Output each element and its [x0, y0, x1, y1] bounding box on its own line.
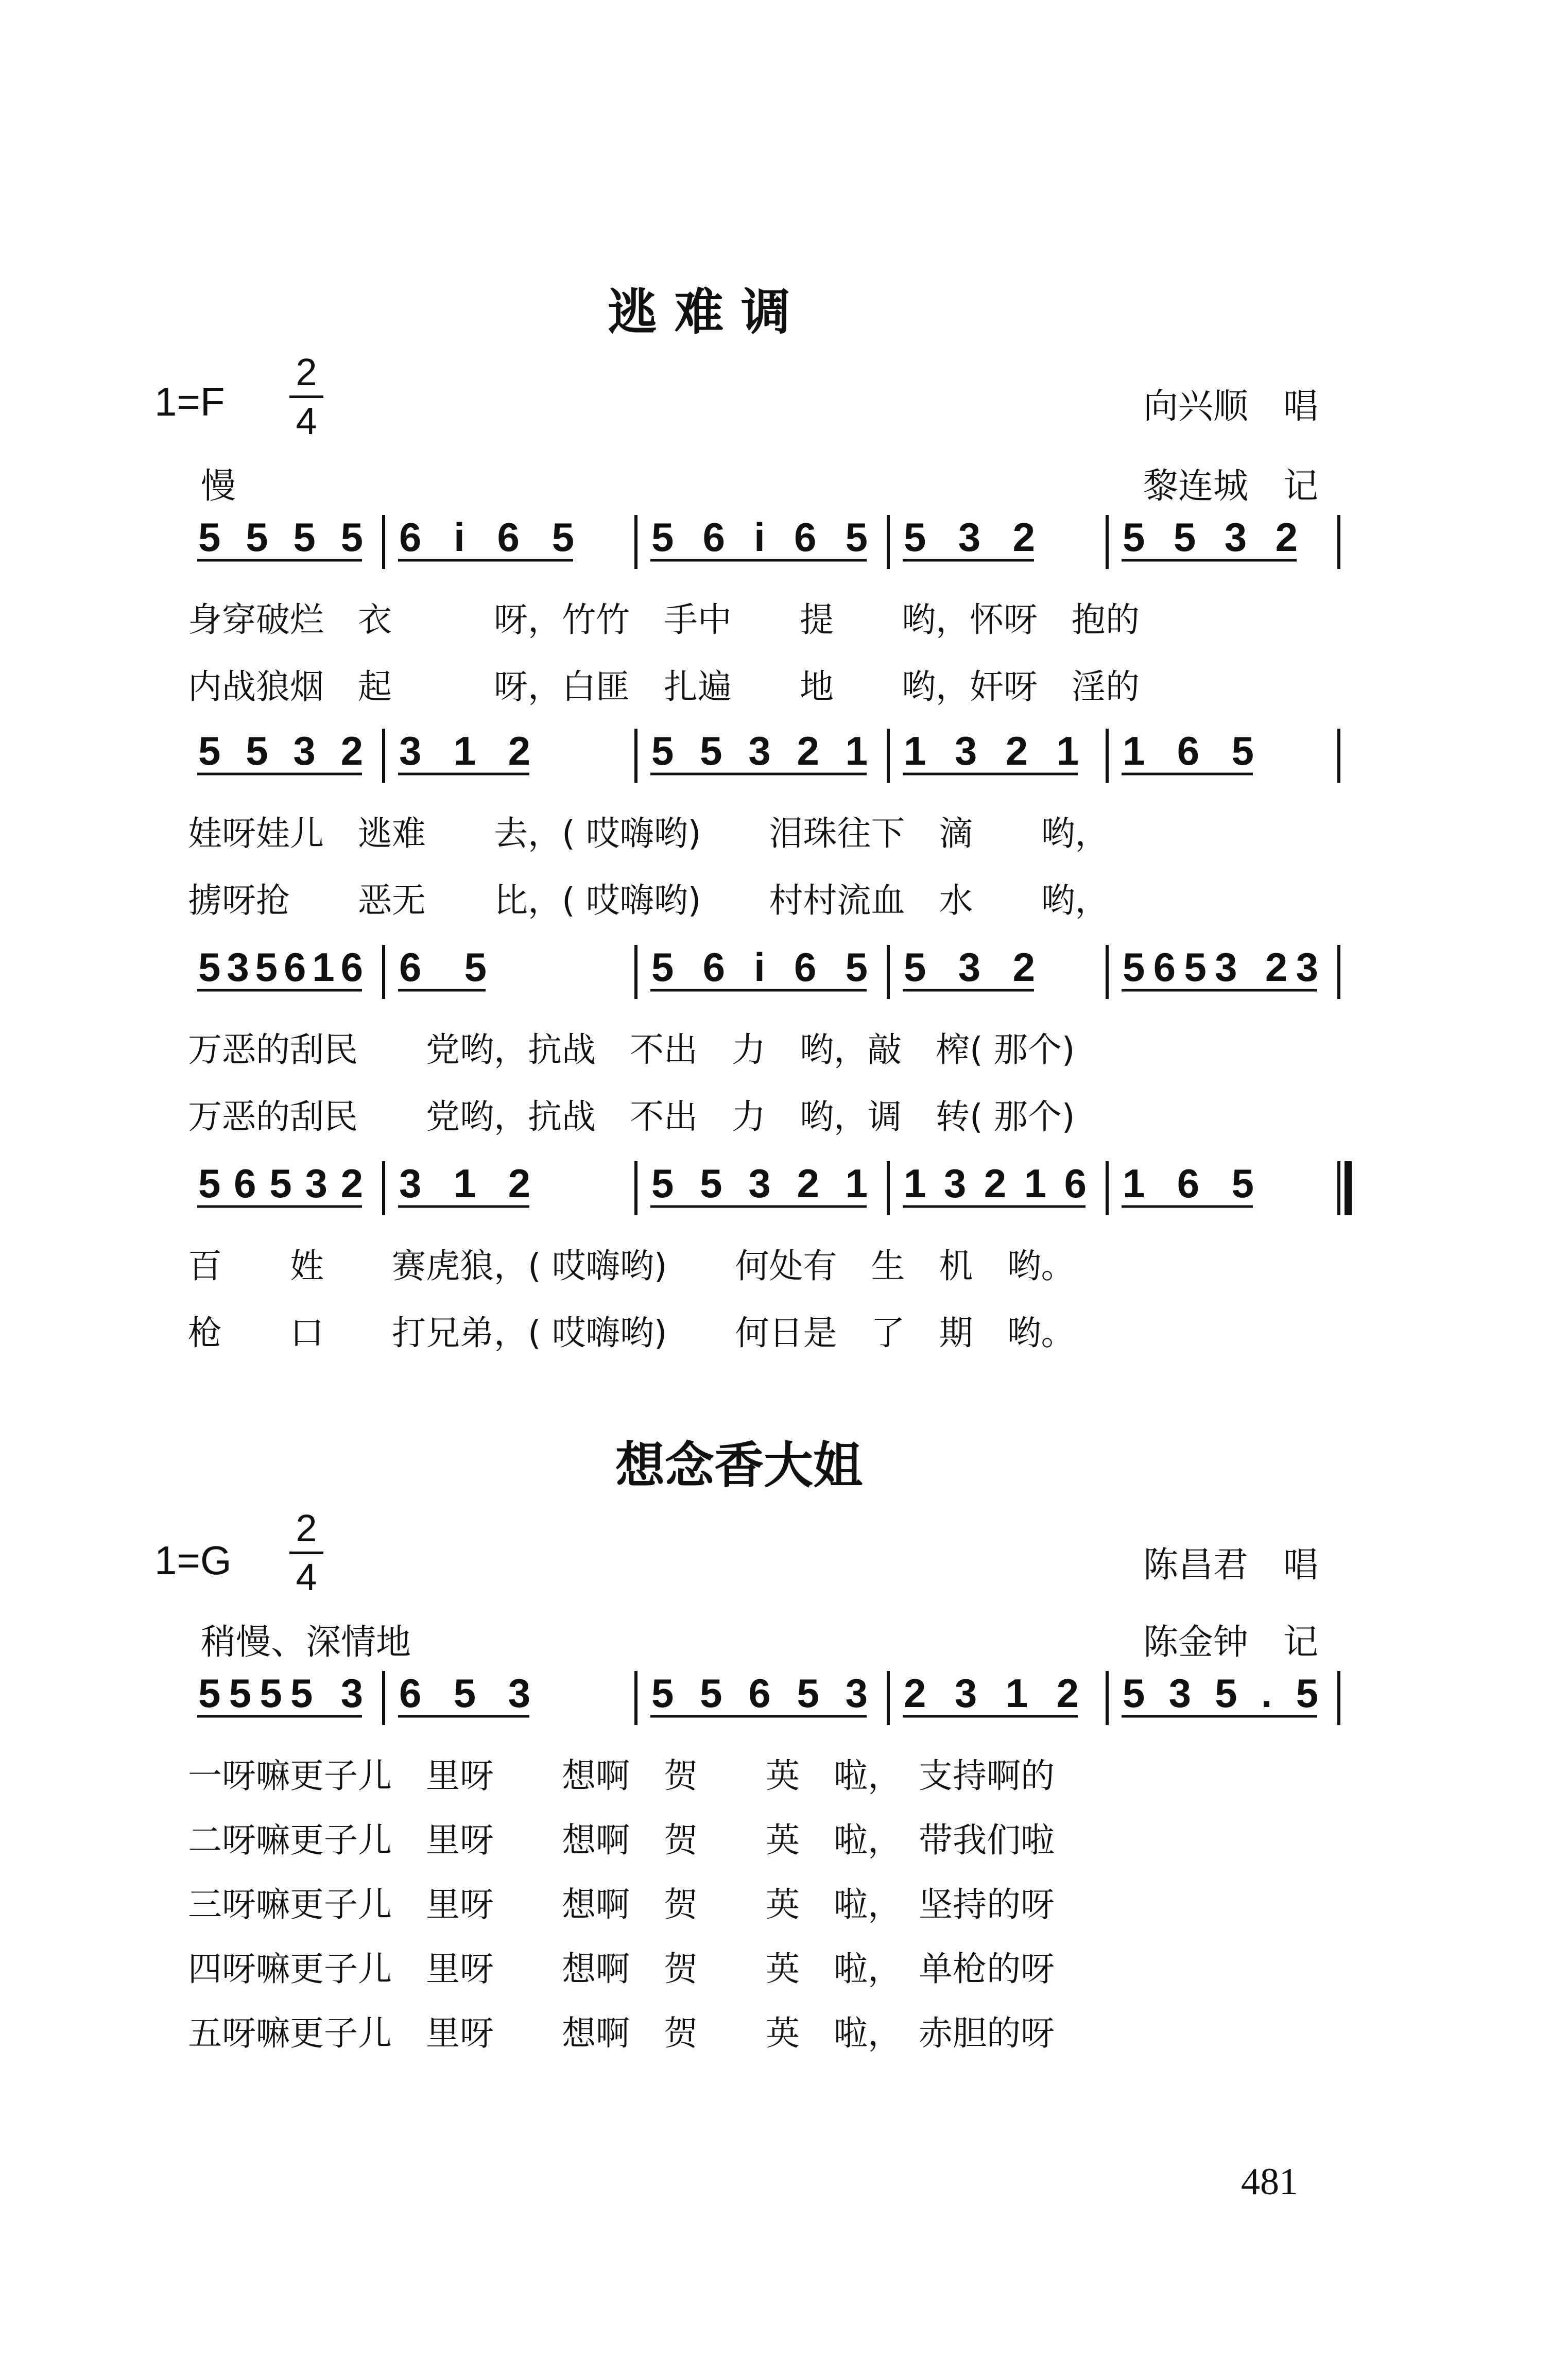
lyric-line: 二呀嘛更子儿 里呀 想啊 贺 英 啦， 带我们啦 — [188, 1820, 1055, 1860]
song-title: 逃 难 调 — [608, 283, 790, 341]
song-title: 想念香大姐 — [615, 1437, 863, 1494]
lyric-line: 五呀嘛更子儿 里呀 想啊 贺 英 啦， 赤胆的呀 — [188, 2013, 1055, 2053]
page-number: 481 — [1241, 2161, 1298, 2203]
lyric-line: 掳呀抢 恶无 比，( 哎嗨哟) 村村流血 水 哟， — [188, 881, 1109, 920]
key-signature: 1=F — [154, 379, 225, 424]
measure-notes: 13216 — [904, 1161, 1087, 1206]
lyric-line: 枪 口 打兄弟，( 哎嗨哟) 何日是 了 期 哟。 — [188, 1313, 1075, 1353]
measure-notes: 165 — [1123, 728, 1254, 773]
lyric-line: 万恶的刮民 党哟，抗战 不出 力 哟，敲 榨( 那个) — [188, 1030, 1075, 1070]
measure-notes: 2312 — [904, 1670, 1079, 1716]
measure-notes: 6i65 — [399, 514, 574, 560]
measure-notes: 1321 — [904, 728, 1079, 773]
lyric-line: 一呀嘛更子儿 里呀 想啊 贺 英 啦， 支持啊的 — [188, 1756, 1055, 1796]
time-sig-top: 2 — [296, 351, 317, 393]
measure-notes: 5653 23 — [1123, 944, 1318, 990]
lyric-line: 身穿破烂 衣 呀，竹竹 手中 提 哟，怀呀 抱的 — [188, 600, 1140, 640]
lyric-line: 内战狼烟 起 呀，白匪 扎遍 地 哟，奸呀 淫的 — [188, 667, 1140, 707]
measure-notes: 5532 — [1123, 514, 1298, 560]
lyric-line: 万恶的刮民 党哟，抗战 不出 力 哟，调 转( 那个) — [188, 1097, 1075, 1136]
tempo-marking: 慢 — [201, 466, 236, 507]
measure-notes: 5555 — [198, 514, 363, 560]
singer-credit: 陈昌君 唱 — [1143, 1545, 1319, 1586]
measure-notes: 312 — [399, 1161, 530, 1206]
singer-credit: 向兴顺 唱 — [1143, 386, 1319, 427]
recorder-credit: 黎连城 记 — [1143, 466, 1319, 507]
measure-notes: 55321 — [651, 1161, 868, 1206]
lyric-line: 四呀嘛更子儿 里呀 想啊 贺 英 啦， 单枪的呀 — [188, 1949, 1055, 1989]
time-sig-bottom: 4 — [296, 400, 317, 442]
measure-notes: 55653 — [651, 1670, 868, 1716]
measure-notes: 532 — [904, 944, 1035, 990]
measure-notes: 65 — [399, 944, 487, 990]
recorder-credit: 陈金钟 记 — [1143, 1622, 1319, 1663]
time-sig-top: 2 — [296, 1507, 317, 1549]
measure-notes: 312 — [399, 728, 530, 773]
measure-notes: 653 — [399, 1670, 530, 1716]
lyric-line: 三呀嘛更子儿 里呀 想啊 贺 英 啦， 坚持的呀 — [188, 1885, 1055, 1924]
key-signature: 1=G — [154, 1538, 232, 1583]
measure-notes: 535616 — [198, 944, 363, 990]
measure-notes: 5532 — [198, 728, 363, 773]
measure-notes: 5555 3 — [198, 1670, 363, 1716]
measure-notes: 535.5 — [1123, 1670, 1318, 1716]
time-sig-bottom: 4 — [296, 1556, 317, 1598]
lyric-line: 百 姓 赛虎狼，( 哎嗨哟) 何处有 生 机 哟。 — [188, 1246, 1075, 1286]
lyric-line: 娃呀娃儿 逃难 去，( 哎嗨哟) 泪珠往下 滴 哟， — [188, 814, 1109, 853]
measure-notes: 56532 — [198, 1161, 363, 1206]
measure-notes: 165 — [1123, 1161, 1254, 1206]
measure-notes: 55321 — [651, 728, 868, 773]
measure-notes: 532 — [904, 514, 1035, 560]
measure-notes: 56i65 — [651, 514, 868, 560]
measure-notes: 56i65 — [651, 944, 868, 990]
tempo-marking: 稍慢、深情地 — [201, 1622, 411, 1663]
